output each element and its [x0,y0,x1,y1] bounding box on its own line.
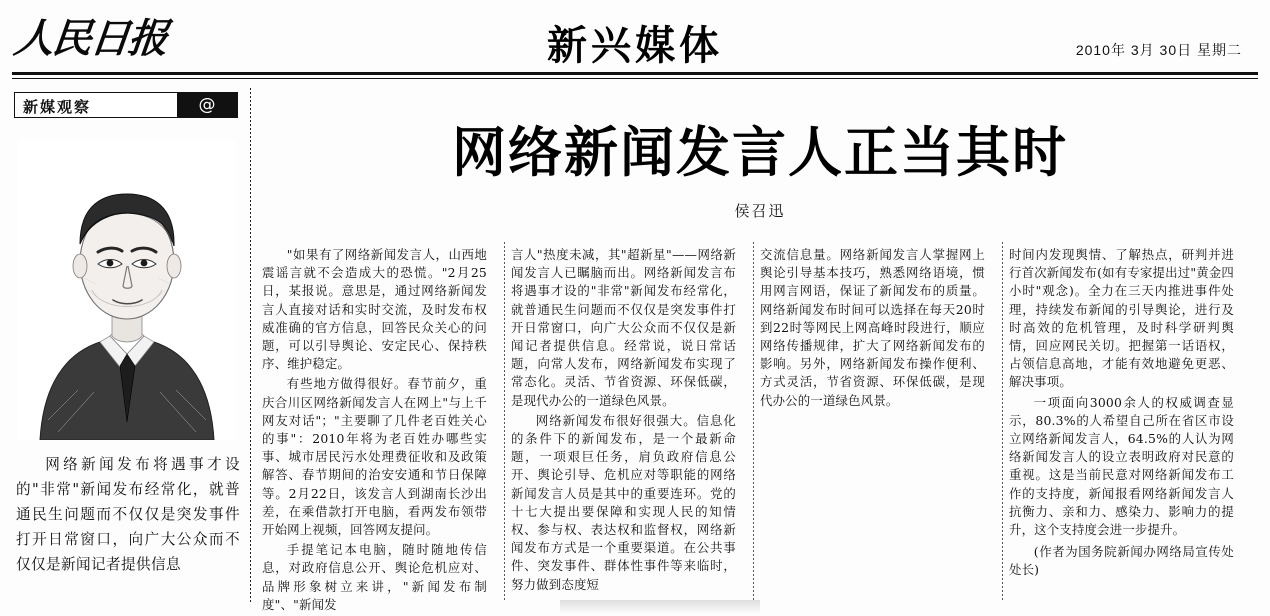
article-column-1 [262,246,499,612]
masthead [0,0,1270,76]
section-tag-label: 新媒观察 [23,98,92,116]
page-bottom-shadow [560,600,760,614]
article-column-2 [511,246,748,602]
masthead-rule-thin [12,78,1258,79]
paper-logo: 人民日报 [11,15,169,62]
article-column-3 [760,246,997,602]
paragraph: 有些地方做得很好。春节前夕，重庆合川区网络新闻发言人在网上"与上千网友对话"；"主要聊了几件老百姓关心的事"：2010年将为老百姓办哪些实事、城市居民污水处理费征收和及政策解答、春节期间的治安安通和节日保障等。2月22日，该发言人到湖南长沙出差，在乘借款打开电脑，看两发布领带开始网上视频，回答网友提问。 [262,376,487,538]
left-caption: 网络新闻发布将遇事才设的"非常"新闻发布经常化，就普通民生问题而不仅仅是突发事件打开日常窗口，向广大公众而不仅仅是新闻记者提供信息 [16,456,240,573]
article-column-4 [1009,246,1246,602]
paragraph: 交流信息量。网络新闻发言人掌握网上舆论引导基本技巧，熟悉网络语境，惯用网言网语，保证了新闻发布的质量。网络新闻发布时间可以选择在每天20时到22时等网民上网高峰时段进行，顺应网络传播规律，扩大了网络新闻发布的影响。另外，网络新闻发布操作便利、方式灵活，节省资源、环保低碳，是现代办公的一道绿色风景。 [760,247,985,408]
portrait-illustration [18,140,236,440]
publication-date: 2010年 3月 30日 星期二 [1075,42,1242,58]
masthead-rule-thick [12,72,1258,75]
column-divider-left [250,88,251,604]
paragraph: 时间内发现舆情、了解热点，研判并进行首次新闻发布(如有专家提出过"黄金四小时"观念)。全力在三天内推进事件处理，持续发布新闻的引导舆论，进行及时高效的危机管理，及时科学研判舆情，回应网民关切。把握第一话语权，占领信息高地，才能有效地避免更恶、解决事项。 [1009,247,1234,390]
paragraph: 一项面向3000余人的权威调查显示，80.3%的人希望自己所在省区市设立网络新闻发言人，64.5%的人认为网络新闻发言人的设立表明政府对民意的重视。这是当前民意对网络新闻发布工作的支持度，新闻报看网络新闻发言人抗衡力、亲和力、感染力、影响力的提升，这个支持度会进一步提升。 [1009,394,1234,538]
column-divider-2 [748,246,760,602]
paragraph: 网络新闻发布很好很强大。信息化的条件下的新闻发布，是一个最新命题，一项艰巨任务，肩负政府信息公开、舆论引导、危机应对等职能的网络新闻发言人员是其中的重要连环。党的十七大提出要保障和实现人民的知情权、参与权、表达权和监督权，网络新闻发布方式是一个重要渠道。在公共事件、突发事件、群体性事件等来临时，努力做到态度短 [511,412,736,592]
author-credit: (作者为国务院新闻办网络局宣传处处长) [1009,544,1234,578]
headline-block [262,120,1258,221]
section-title: 新兴媒体 [547,22,723,69]
section-tag [14,92,238,118]
left-sidebar [14,92,242,602]
column-divider-3 [997,246,1009,602]
paragraph: "如果有了网络新闻发言人，山西地震谣言就不会造成大的恐慌。"2月25日，某报说。意思是，通过网络新闻发言人直接对话和实时交流，及时发布权威准确的官方信息，回答民众关心的问题，可以引导舆论、安定民心、保持秩序、维护稳定。 [262,247,487,372]
article-body [262,246,1258,612]
column-divider-1 [499,246,511,602]
paragraph: 言人"热度未减，其"超新星"——网络新闻发言人已瞩脑而出。网络新闻发言布将遇事才设的"非常"新闻发布经常化，就普通民生问题而不仅仅是突发事件打开日常窗口，向广大公众而不仅仅是新闻记者提供信息。经常说，说日常话题，向常人发布，网络新闻发布实现了常态化。灵活、节省资源、环保低碳，是现代办公的一道绿色风景。 [511,247,736,408]
byline: 侯召迅 [734,202,786,220]
paragraph: 手提笔记本电脑，随时随地传信息，对政府信息公开、舆论危机应对、品牌形象树立来讲，"新闻发布制度"、"新闻发 [262,542,487,612]
page-title: 网络新闻发言人正当其时 [452,120,1068,184]
at-sign-icon: @ [177,93,237,117]
